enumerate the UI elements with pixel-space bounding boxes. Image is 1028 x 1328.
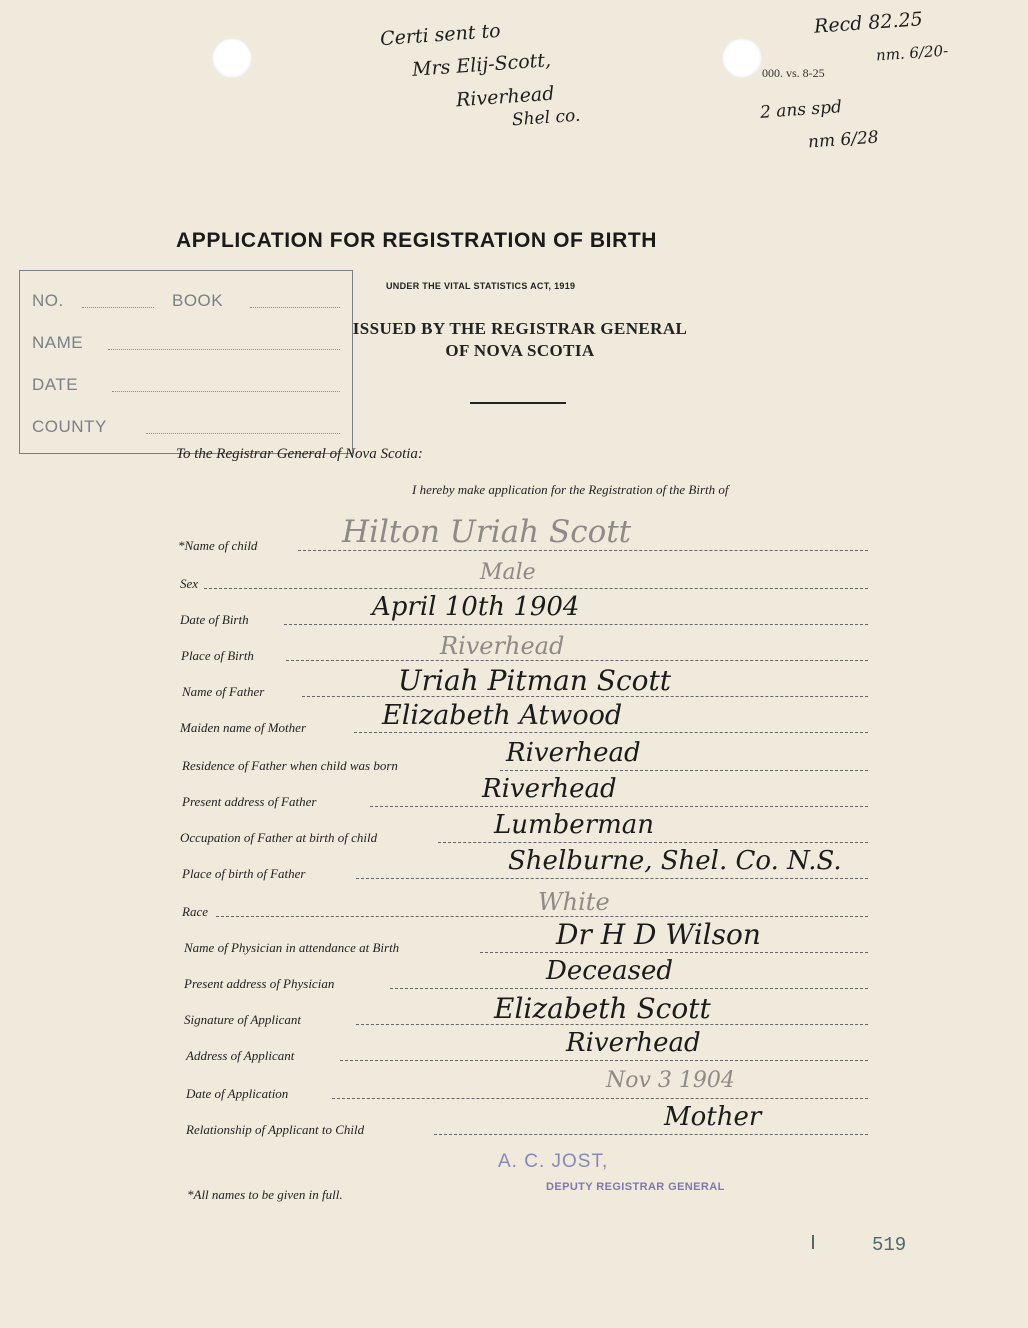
issued-by <box>300 318 740 362</box>
stamp-date-label: DATE <box>32 375 79 394</box>
stamp-county-label: COUNTY <box>32 417 107 436</box>
field-label: Date of Application <box>186 1086 289 1101</box>
official-stamp-name: A. C. JOST, <box>498 1151 609 1172</box>
field-line <box>438 842 868 843</box>
field-label: Relationship of Applicant to Child <box>186 1122 365 1137</box>
field-value: Uriah Pitman Scott <box>398 664 672 697</box>
field-label: Present address of Physician <box>184 976 335 991</box>
field-value: White <box>538 888 610 916</box>
form-subtitle: UNDER THE VITAL STATISTICS ACT, 1919 <box>386 281 576 291</box>
issued-line-2: OF NOVA SCOTIA <box>445 341 595 360</box>
field-label: Place of birth of Father <box>182 866 306 881</box>
field-line <box>480 952 868 953</box>
note-line: Certi sent to <box>379 19 502 51</box>
field-label: *Name of child <box>178 538 258 553</box>
field-value: Riverhead <box>566 1028 701 1058</box>
field-line <box>434 1134 868 1135</box>
field-line <box>284 624 868 625</box>
field-label: Date of Birth <box>180 612 249 627</box>
field-value: April 10th 1904 <box>372 592 580 622</box>
field-label: Name of Father <box>182 684 265 699</box>
margin-tick-mark <box>812 1235 814 1249</box>
stamp-no-label: NO. <box>32 291 64 310</box>
field-value: Riverhead <box>440 632 565 660</box>
field-value: Elizabeth Scott <box>494 992 711 1025</box>
field-value: Nov 3 1904 <box>606 1068 735 1093</box>
field-line <box>286 660 868 661</box>
field-line <box>298 550 868 551</box>
note-line: nm 6/28 <box>807 127 880 153</box>
footnote: *All names to be given in full. <box>187 1187 343 1202</box>
note-line: 2 ans spd <box>759 97 843 123</box>
official-stamp-title: DEPUTY REGISTRAR GENERAL <box>546 1181 725 1193</box>
issued-line-1: ISSUED BY THE REGISTRAR GENERAL <box>352 319 688 338</box>
field-value: Deceased <box>546 956 674 986</box>
field-value: Male <box>480 560 536 585</box>
stamp-name-line <box>108 349 340 350</box>
stamp-book-line <box>250 307 340 308</box>
field-label: Race <box>182 904 208 919</box>
note-line: Riverhead <box>455 82 556 112</box>
field-line <box>370 806 868 807</box>
header-rule <box>470 402 566 404</box>
stamp-date-line <box>112 391 340 392</box>
note-line: Recd 82.25 <box>813 8 924 38</box>
field-line <box>354 732 868 733</box>
intro-statement: I hereby make application for the Registration of the Birth of <box>412 482 729 497</box>
field-label: Maiden name of Mother <box>180 720 307 735</box>
field-line <box>216 916 868 917</box>
field-value: Riverhead <box>482 774 617 804</box>
field-value: Elizabeth Atwood <box>382 700 623 731</box>
field-label: Place of Birth <box>181 648 254 663</box>
field-label: Name of Physician in attendance at Birth <box>184 940 400 955</box>
field-label: Present address of Father <box>182 794 317 809</box>
punch-hole-left <box>212 38 252 78</box>
field-label: Sex <box>180 576 199 591</box>
field-line <box>204 588 868 589</box>
punch-hole-right <box>722 38 762 78</box>
note-line: nm. 6/20- <box>875 41 949 65</box>
field-value: Lumberman <box>494 810 655 840</box>
field-line <box>500 770 868 771</box>
field-line <box>356 878 868 879</box>
form-title: APPLICATION FOR REGISTRATION OF BIRTH <box>176 229 658 252</box>
page-number: 519 <box>872 1234 907 1256</box>
field-label: Residence of Father when child was born <box>182 758 398 773</box>
field-line <box>340 1060 868 1061</box>
field-label: Address of Applicant <box>186 1048 295 1063</box>
note-line: Mrs Elij-Scott, <box>411 49 552 81</box>
stamp-county-line <box>146 433 340 434</box>
field-value: Mother <box>664 1102 762 1132</box>
field-line <box>390 988 868 989</box>
field-value: Riverhead <box>506 738 641 768</box>
field-value: Dr H D Wilson <box>556 918 761 951</box>
salutation: To the Registrar General of Nova Scotia: <box>176 446 423 462</box>
field-line <box>332 1098 868 1099</box>
stamp-book-label: BOOK <box>172 291 224 310</box>
field-label: Occupation of Father at birth of child <box>180 830 378 845</box>
stamp-no-line <box>82 307 154 308</box>
field-label: Signature of Applicant <box>184 1012 301 1027</box>
record-stamp-box <box>19 270 353 454</box>
form-code: 000. vs. 8-25 <box>762 66 825 80</box>
note-line: Shel co. <box>511 105 581 131</box>
field-value: Shelburne, Shel. Co. N.S. <box>508 846 842 876</box>
stamp-name-label: NAME <box>32 333 84 352</box>
field-value: Hilton Uriah Scott <box>342 514 632 550</box>
